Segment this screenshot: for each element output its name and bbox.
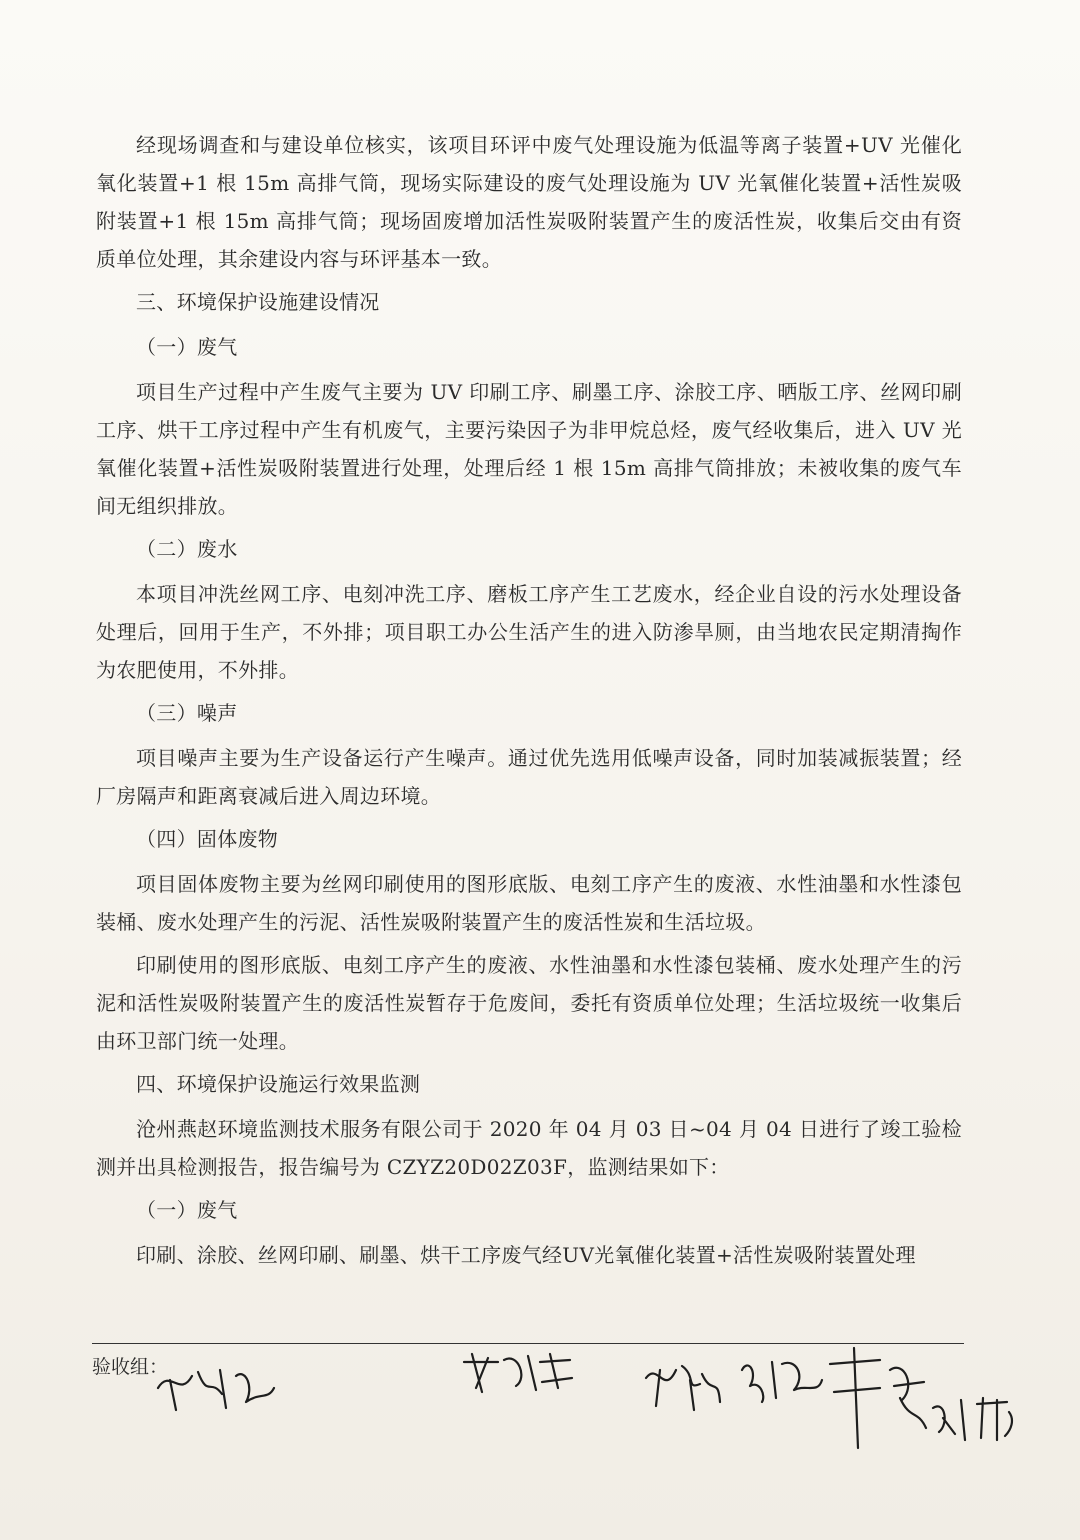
subsection-heading: （一）废气 bbox=[136, 335, 238, 359]
acceptance-group-label: 验收组： bbox=[92, 1356, 169, 1378]
section-heading: 四、环境保护设施运行效果监测 bbox=[136, 1072, 421, 1096]
signature-area bbox=[0, 1340, 1080, 1460]
handwritten-signature bbox=[458, 1348, 578, 1398]
paragraph: 项目生产过程中产生废气主要为 UV 印刷工序、刷墨工序、涂胶工序、晒版工序、丝网印刷工序、烘干工序过程中产生有机废气，主要污染因子为非甲烷总烃，废气经收集后，进入 UV 光氧催化装置+活性炭吸附装置进行处理，处理后经 1 根 15m 高排气筒排放；未被收集的废气车间无组织排放。 bbox=[96, 380, 962, 518]
handwritten-signature bbox=[638, 1356, 724, 1416]
subsection-heading: （三）噪声 bbox=[136, 701, 238, 725]
paragraph: 项目固体废物主要为丝网印刷使用的图形底版、电刻工序产生的废液、水性油墨和水性漆包装桶、废水处理产生的污泥、活性炭吸附装置产生的废活性炭和生活垃圾。 bbox=[96, 872, 962, 934]
paragraph: 项目噪声主要为生产设备运行产生噪声。通过优先选用低噪声设备，同时加装减振装置；经厂房隔声和距离衰减后进入周边环境。 bbox=[96, 746, 962, 808]
paragraph: 本项目冲洗丝网工序、电刻冲洗工序、磨板工序产生工艺废水，经企业自设的污水处理设备处理后，回用于生产，不外排；项目职工办公生活产生的进入防渗旱厕，由当地农民定期清掏作为农肥使用，不外排。 bbox=[96, 582, 962, 682]
subsection-heading: （四）固体废物 bbox=[136, 827, 279, 851]
paragraph: 经现场调查和与建设单位核实，该项目环评中废气处理设施为低温等离子装置+UV 光催化氧化装置+1 根 15m 高排气筒，现场实际建设的废气处理设施为 UV 光氧催化装置+活性炭吸附装置+1 根 15m 高排气筒；现场固废增加活性炭吸附装置产生的废活性炭，收集后交由有资质单位处理，其余建设内容与环评基本一致。 bbox=[96, 133, 962, 271]
paragraph: 沧州燕赵环境监测技术服务有限公司于 2020 年 04 月 03 日~04 月 04 日进行了竣工验检测并出具检测报告，报告编号为 CZYZ20D02Z03F，监测结果如下： bbox=[96, 1117, 962, 1179]
document-body bbox=[96, 126, 962, 1279]
subsection-heading: （二）废水 bbox=[136, 537, 238, 561]
subsection-heading: （一）废气 bbox=[136, 1198, 238, 1222]
handwritten-signature bbox=[925, 1390, 1020, 1450]
paragraph: 印刷使用的图形底版、电刻工序产生的废液、水性油墨和水性漆包装桶、废水处理产生的污泥和活性炭吸附装置产生的废活性炭暂存于危废间，委托有资质单位处理；生活垃圾统一收集后由环卫部门统一处理。 bbox=[96, 953, 962, 1053]
handwritten-signature bbox=[736, 1350, 826, 1410]
paragraph: 印刷、涂胶、丝网印刷、刷墨、烘干工序废气经UV光氧催化装置+活性炭吸附装置处理 bbox=[136, 1243, 916, 1267]
handwritten-signature bbox=[820, 1340, 930, 1455]
handwritten-signature bbox=[150, 1358, 280, 1418]
section-heading: 三、环境保护设施建设情况 bbox=[136, 290, 380, 314]
